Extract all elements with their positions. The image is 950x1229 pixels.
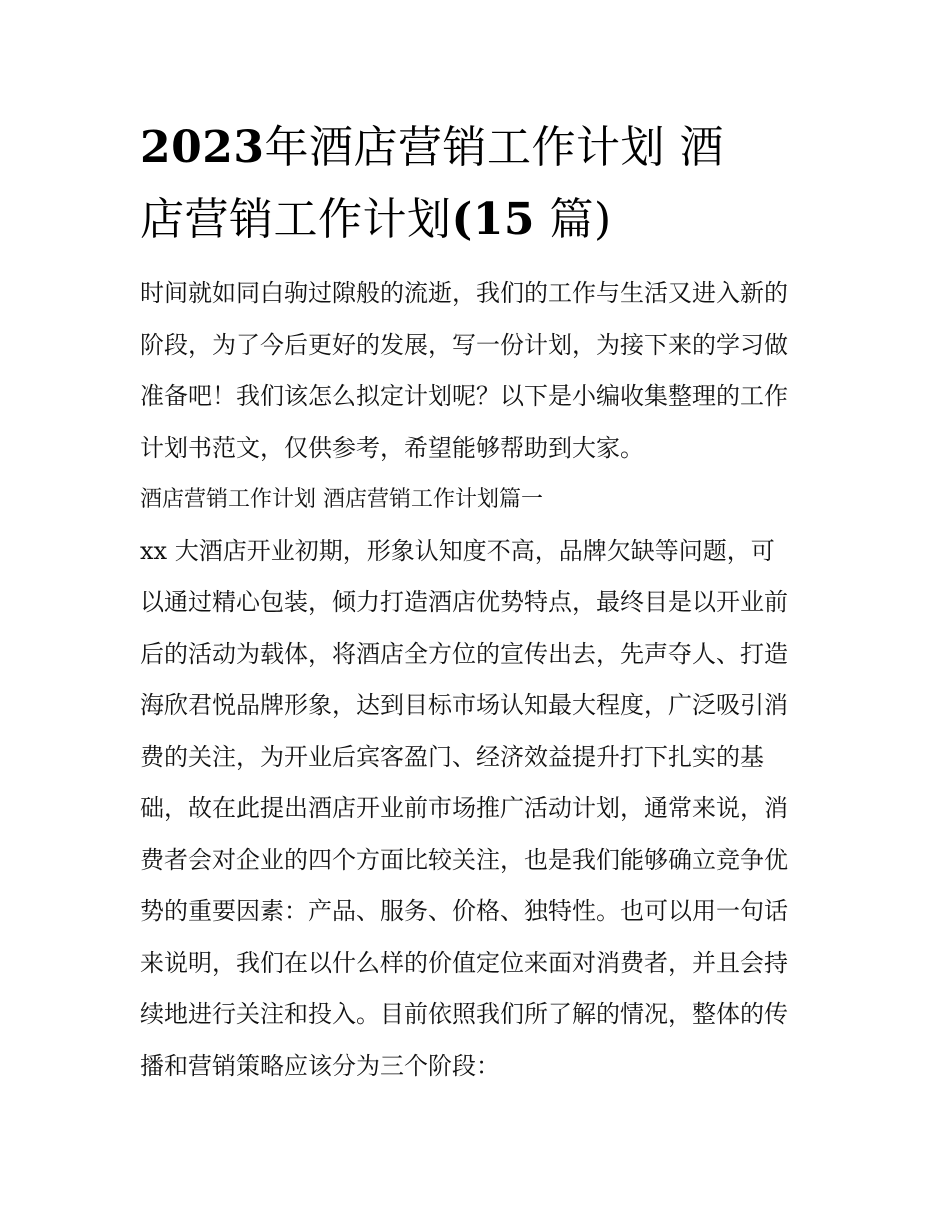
intro-line: 计划书范文，仅供参考，希望能够帮助到大家。: [140, 433, 644, 462]
body-line: 后的活动为载体，将酒店全方位的宣传出去，先声夺人、打造: [140, 639, 788, 668]
body-line: 海欣君悦品牌形象，达到目标市场认知最大程度，广泛吸引消: [140, 691, 788, 719]
intro-line: 阶段，为了今后更好的发展，写一份计划，为接下来的学习做: [140, 330, 788, 359]
section-heading: 酒店营销工作计划 酒店营销工作计划篇一: [140, 487, 543, 512]
document-content: [140, 112, 812, 1092]
intro-line: 准备吧！我们该怎么拟定计划呢？以下是小编收集整理的工作: [140, 382, 788, 410]
title-line-2: 店营销工作计划(15 篇): [140, 194, 612, 245]
intro-paragraph: [140, 268, 812, 474]
title-line-1: 2023年酒店营销工作计划 酒: [140, 122, 724, 173]
body-line: 续地进行关注和投入。目前依照我们所了解的情况，整体的传: [140, 1000, 788, 1028]
body-paragraph: [140, 526, 812, 1093]
intro-line: 时间就如同白驹过隙般的流逝，我们的工作与生活又进入新的: [140, 279, 788, 307]
body-line: 以通过精心包装，倾力打造酒店优势特点，最终目是以开业前: [140, 588, 788, 616]
body-line: 费者会对企业的四个方面比较关注，也是我们能够确立竞争优: [140, 845, 788, 874]
body-line: 费的关注，为开业后宾客盈门、经济效益提升打下扎实的基: [140, 742, 764, 771]
body-line: 来说明，我们在以什么样的价值定位来面对消费者，并且会持: [140, 948, 788, 977]
body-line: 础，故在此提出酒店开业前市场推广活动计划，通常来说，消: [140, 794, 788, 822]
body-line: xx 大酒店开业初期，形象认知度不高，品牌欠缺等问题，可: [140, 536, 775, 565]
body-line: 势的重要因素：产品、服务、价格、独特性。也可以用一句话: [140, 897, 788, 925]
document-title: [140, 112, 812, 256]
body-line: 播和营销策略应该分为三个阶段：: [140, 1051, 500, 1080]
